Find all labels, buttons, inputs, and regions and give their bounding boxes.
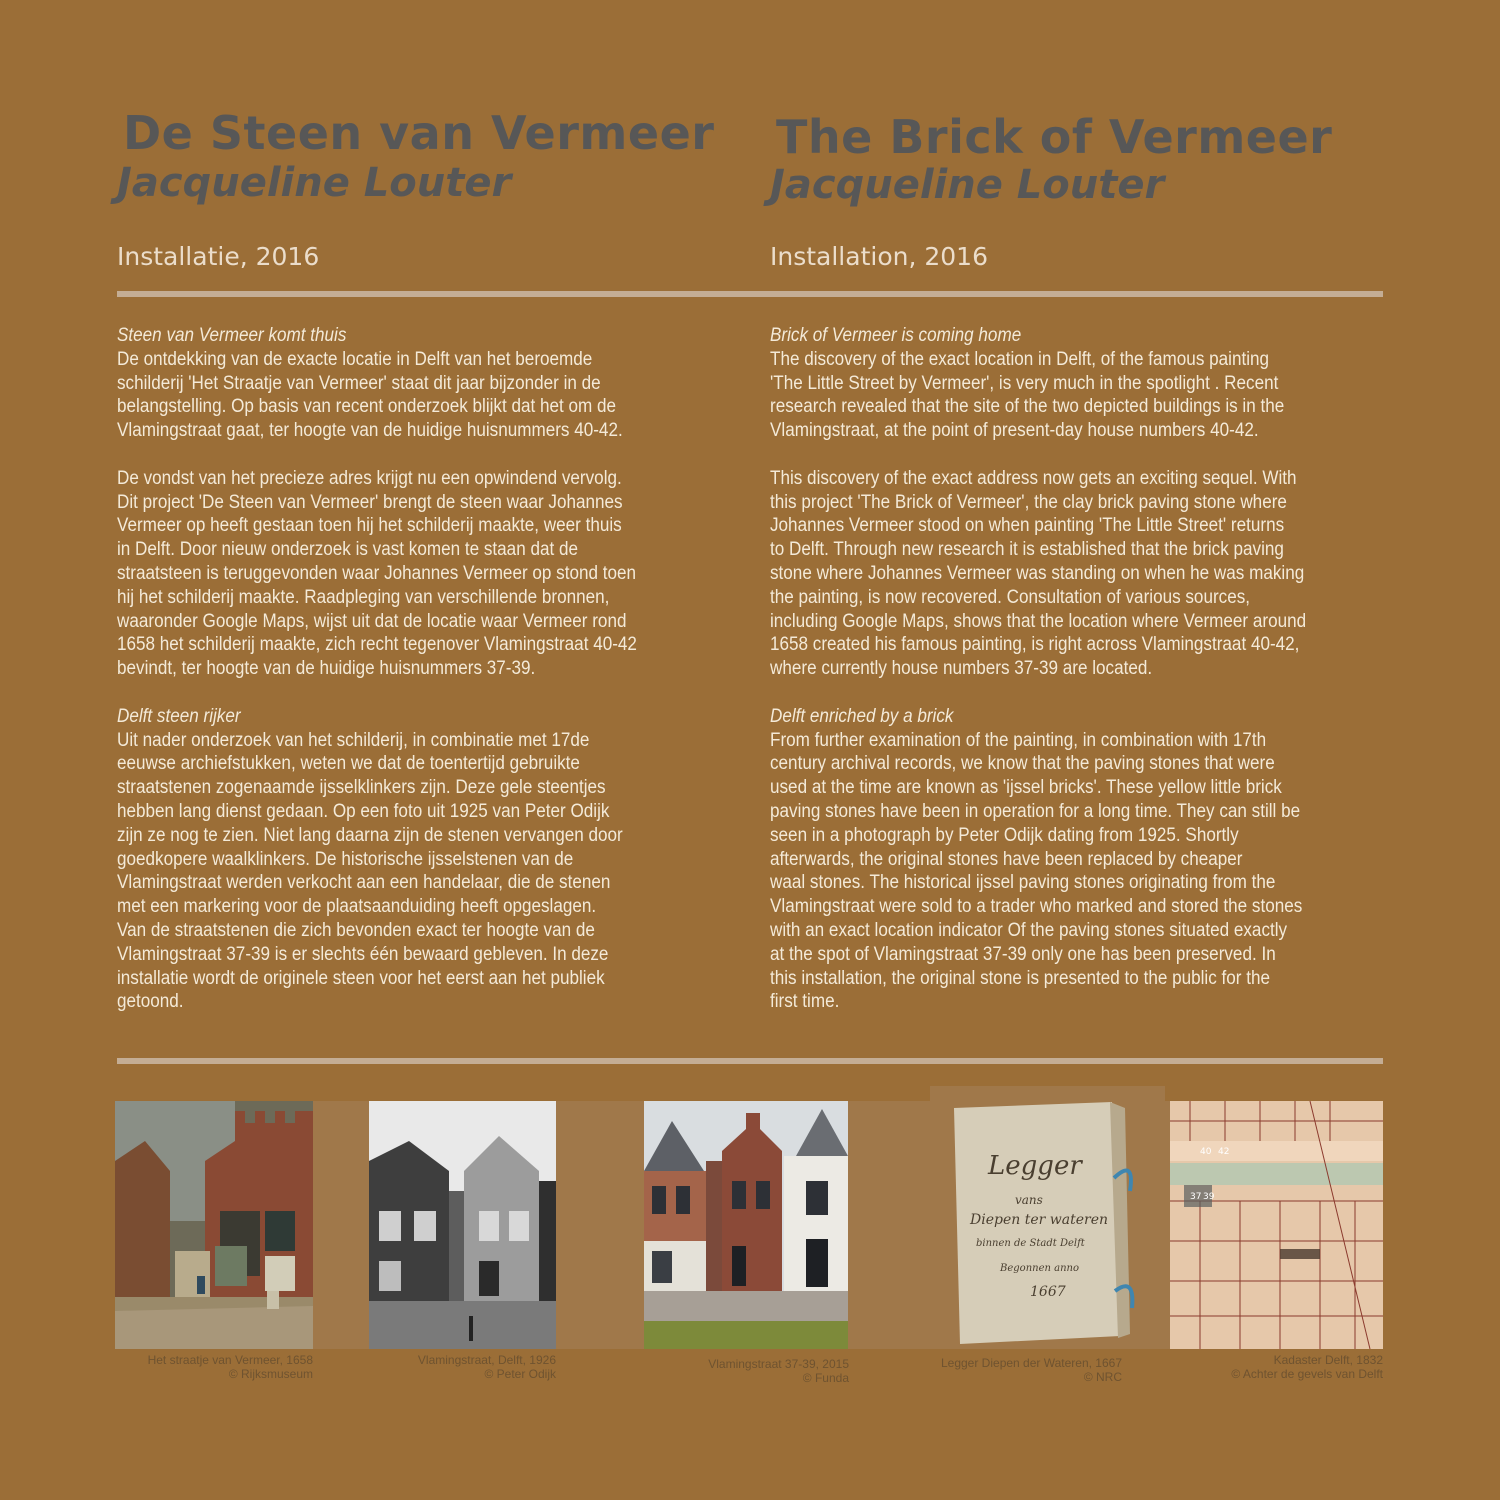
caption-credit: © Achter de gevels van Delft: [1231, 1367, 1383, 1381]
bottom-divider: [117, 1058, 1383, 1064]
ledger-cover-text: Begonnen anno: [1000, 1263, 1079, 1274]
dutch-paragraph: [117, 467, 717, 681]
caption-1926-photo: [418, 1353, 556, 1381]
dutch-author: Jacqueline Louter: [117, 160, 512, 206]
map-label: 39: [1203, 1192, 1215, 1202]
ledger-cover-text: vans: [1015, 1193, 1043, 1207]
ledger-cover-text: binnen de Stadt Delft: [976, 1238, 1085, 1249]
caption-line: Kadaster Delft, 1832: [1273, 1353, 1383, 1367]
dutch-subtitle: Installatie, 2016: [117, 242, 320, 271]
ledger-cover-year: 1667: [1030, 1284, 1066, 1300]
dutch-section-heading: Steen van Vermeer komt thuis: [117, 325, 347, 346]
dutch-paragraph: [117, 324, 717, 443]
caption-2015-photo: [708, 1357, 849, 1385]
english-title: The Brick of Vermeer: [776, 110, 1333, 164]
caption-credit: © Peter Odijk: [484, 1367, 556, 1381]
english-subtitle: Installation, 2016: [770, 242, 988, 271]
cadastral-map-image: [1170, 1101, 1383, 1349]
dutch-body: [117, 324, 717, 1038]
vlamingstraat-2015-photo: [644, 1101, 848, 1349]
english-paragraph: [770, 705, 1390, 1014]
caption-credit: © Funda: [802, 1371, 849, 1385]
caption-vermeer-painting: [148, 1353, 313, 1381]
english-section-text: This discovery of the exact address now gets an exciting sequel. With this project 'The Brick of Vermeer', the clay brick paving stone where Johannes Vermeer stood on when painting 'The Little Street' returns to Delft. Through new research it is established that the brick paving stone where Johannes Vermeer was standing on when he was making the painting, is now recovered. Consultation of various sources, including Google Maps, shows that the location where Vermeer around 1658 created his famous painting, is right across Vlamingstraat 40-42, where currently house numbers 37-39 are located.: [770, 467, 1307, 680]
caption-ledger: [941, 1356, 1122, 1384]
english-section-heading: Brick of Vermeer is coming home: [770, 325, 1022, 346]
english-section-text: From further examination of the painting, in combination with 17th century archival records, we know that the paving stones that were used at the time are known as 'ijssel bricks'. These yellow little brick paving stones have been in operation for a long time. They can still be seen in a photograph by Peter Odijk dating from 1925. Shortly afterwards, the original stones have been replaced by cheaper waal stones. The historical ijssel paving stones originating from the Vlamingstraat were sold to a trader who marked and stored the stones with an exact location indicator Of the paving stones situated exactly at the spot of Vlamingstraat 37-39 only one has been preserved. In this installation, the original stone is presented to the public for the first time.: [770, 729, 1303, 1013]
ledger-cover-title: Legger: [988, 1151, 1082, 1181]
dutch-section-text: De vondst van het precieze adres krijgt nu een opwindend vervolg. Dit project 'De Steen van Vermeer' brengt de steen waar Johannes Vermeer op heeft gestaan toen hij het schilderij maakte, weer thuis in Delft. Door nieuw onderzoek is vast komen te staan dat de straatsteen is teruggevonden waar Johannes Vermeer op stond toen hij het schilderij maakte. Raadpleging van verschillende bronnen, waaronder Google Maps, wijst uit dat de locatie waar Vermeer rond 1658 het schilderij maakte, zich recht tegenover Vlamingstraat 40-42 bevindt, ter hoogte van de huidige huisnummers 37-39.: [117, 467, 637, 680]
caption-cadastral-map: [1231, 1353, 1383, 1381]
dutch-section-text: De ontdekking van de exacte locatie in Delft van het beroemde schilderij 'Het Straatje van Vermeer' staat dit jaar bijzonder in de belangstelling. Op basis van recent onderzoek blijkt dat het om de Vlamingstraat gaat, ter hoogte van de huidige huisnummers 40-42.: [117, 348, 623, 442]
english-author: Jacqueline Louter: [770, 162, 1165, 208]
caption-line: Het straatje van Vermeer, 1658: [147, 1353, 313, 1367]
english-section-text: The discovery of the exact location in Delft, of the famous painting 'The Little Street by Vermeer', is very much in the spotlight . Recent research revealed that the site of the two depicted buildings is in the Vlamingstraat, at the point of present-day house numbers 40-42.: [770, 348, 1285, 442]
vermeer-painting-image: [115, 1101, 313, 1349]
caption-credit: © NRC: [1083, 1370, 1122, 1384]
top-divider: [117, 291, 1383, 297]
ledger-cover-text: Diepen ter wateren: [970, 1212, 1108, 1228]
dutch-title: De Steen van Vermeer: [123, 106, 715, 160]
english-paragraph: [770, 324, 1390, 443]
map-label: 42: [1218, 1147, 1230, 1157]
english-paragraph: [770, 467, 1390, 681]
vlamingstraat-1926-photo: [369, 1101, 556, 1349]
ledger-book-image: [930, 1086, 1165, 1349]
english-body: [770, 324, 1390, 1038]
dutch-paragraph: [117, 705, 717, 1014]
map-label: 37: [1190, 1192, 1202, 1202]
caption-line: Vlamingstraat 37-39, 2015: [708, 1357, 849, 1371]
caption-line: Legger Diepen der Wateren, 1667: [940, 1356, 1122, 1370]
caption-line: Vlamingstraat, Delft, 1926: [417, 1353, 556, 1367]
map-label: 40: [1200, 1147, 1212, 1157]
dutch-section-text: Uit nader onderzoek van het schilderij, in combinatie met 17de eeuwse archiefstukken, weten we dat de toentertijd gebruikte straatstenen zogenaamde ijsselklinkers zijn. Deze gele steentjes hebben lang dienst gedaan. Op een foto uit 1925 van Peter Odijk zijn ze nog te zien. Niet lang daarna zijn de stenen vervangen door goedkopere waalklinkers. De historische ijsselstenen van de Vlamingstraat werden verkocht aan een handelaar, die de stenen met een markering voor de plaatsaanduiding heeft opgeslagen. Van de straatstenen die zich bevonden exact ter hoogte van de Vlamingstraat 37-39 is er slechts één bewaard gebleven. In deze installatie wordt de originele steen voor het eerst aan het publiek getoond.: [117, 729, 623, 1013]
dutch-section-heading: Delft steen rijker: [117, 705, 241, 727]
caption-credit: © Rijksmuseum: [228, 1367, 313, 1381]
english-section-heading: Delft enriched by a brick: [770, 705, 954, 727]
